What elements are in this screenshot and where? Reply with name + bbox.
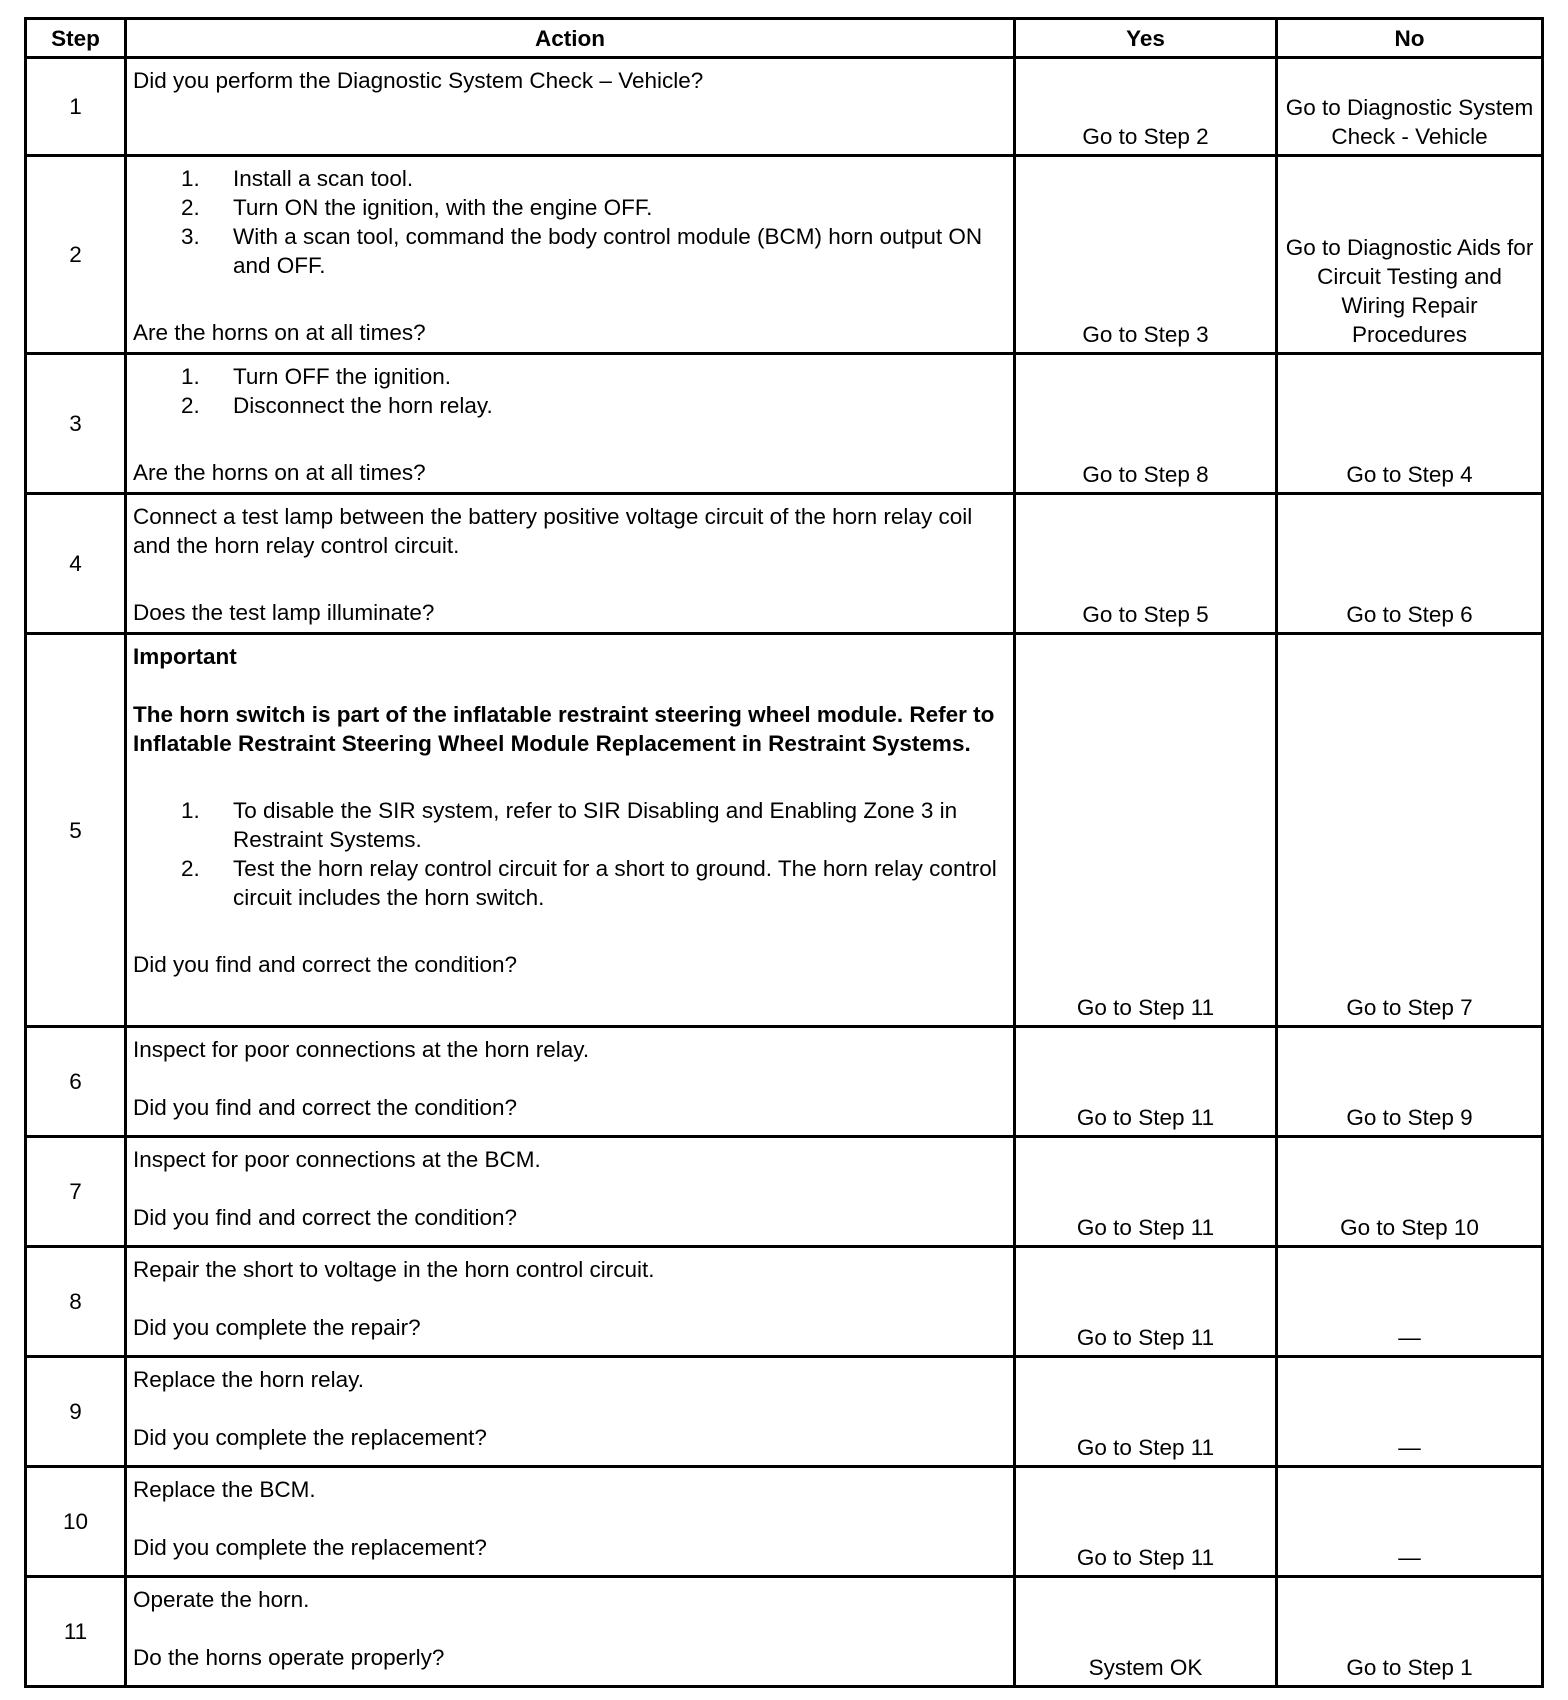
action-cell <box>126 1467 1015 1577</box>
no-result: Go to Step 7 <box>1277 634 1543 1027</box>
header-row <box>26 19 1543 58</box>
table-row <box>26 1137 1543 1247</box>
yes-result: System OK <box>1015 1577 1277 1687</box>
action-question: Did you find and correct the condition? <box>133 1095 517 1120</box>
yes-result: Go to Step 11 <box>1015 1247 1277 1357</box>
yes-result: Go to Step 11 <box>1015 1027 1277 1137</box>
action-question: Are the horns on at all times? <box>133 460 426 485</box>
action-cell <box>126 354 1015 494</box>
list-item: 1. To disable the SIR system, refer to SIR Disabling and Enabling Zone 3 in Restraint Systems. <box>181 798 958 852</box>
no-result: — <box>1277 1467 1543 1577</box>
action-cell <box>126 1357 1015 1467</box>
step-number: 9 <box>26 1357 126 1467</box>
no-result: — <box>1277 1357 1543 1467</box>
list-item: 2. Disconnect the horn relay. <box>181 393 493 418</box>
yes-result: Go to Step 2 <box>1015 58 1277 156</box>
step-number: 11 <box>26 1577 126 1687</box>
step-number: 1 <box>26 58 126 156</box>
action-text: Did you perform the Diagnostic System Check – Vehicle? <box>133 68 704 93</box>
action-text: Operate the horn. <box>133 1587 310 1612</box>
table-row <box>26 1247 1543 1357</box>
action-question: Did you complete the replacement? <box>133 1535 487 1560</box>
table-row <box>26 1467 1543 1577</box>
important-note: The horn switch is part of the inflatable restraint steering wheel module. Refer to Inflatable Restraint Steering Wheel Module Replacement in Restraint Systems. <box>133 702 995 756</box>
action-text: Inspect for poor connections at the BCM. <box>133 1147 541 1172</box>
action-question: Did you find and correct the condition? <box>133 1205 517 1230</box>
action-cell <box>126 1577 1015 1687</box>
action-text: Replace the horn relay. <box>133 1367 364 1392</box>
yes-result: Go to Step 3 <box>1015 156 1277 354</box>
table-row <box>26 1027 1543 1137</box>
yes-result: Go to Step 11 <box>1015 634 1277 1027</box>
no-result: Go to Step 10 <box>1277 1137 1543 1247</box>
action-cell <box>126 634 1015 1027</box>
no-result: Go to Step 6 <box>1277 494 1543 634</box>
action-cell <box>126 1137 1015 1247</box>
table-row <box>26 156 1543 354</box>
header-step: Step <box>26 19 126 58</box>
step-number: 7 <box>26 1137 126 1247</box>
yes-result: Go to Step 11 <box>1015 1137 1277 1247</box>
action-text: Replace the BCM. <box>133 1477 316 1502</box>
step-number: 2 <box>26 156 126 354</box>
step-number: 8 <box>26 1247 126 1357</box>
action-cell <box>126 1027 1015 1137</box>
action-cell <box>126 156 1015 354</box>
no-result: Go to Step 9 <box>1277 1027 1543 1137</box>
table-row <box>26 1357 1543 1467</box>
header-yes: Yes <box>1015 19 1277 58</box>
list-item: 2. Turn ON the ignition, with the engine OFF. <box>181 195 653 220</box>
no-result: — <box>1277 1247 1543 1357</box>
list-item: 1. Install a scan tool. <box>181 166 414 191</box>
table-row <box>26 1577 1543 1687</box>
no-result: Go to Diagnostic Aids for Circuit Testing and Wiring Repair Procedures <box>1277 156 1543 354</box>
header-no: No <box>1277 19 1543 58</box>
step-list <box>133 796 1007 912</box>
list-item: 1. Turn OFF the ignition. <box>181 364 452 389</box>
list-item: 2. Test the horn relay control circuit for a short to ground. The horn relay control circuit includes the horn switch. <box>181 856 997 910</box>
step-list <box>133 164 1007 280</box>
header-action: Action <box>126 19 1015 58</box>
list-item: 3. With a scan tool, command the body control module (BCM) horn output ON and OFF. <box>181 224 983 278</box>
action-cell <box>126 494 1015 634</box>
action-question: Did you complete the repair? <box>133 1315 421 1340</box>
action-question: Do the horns operate properly? <box>133 1645 445 1670</box>
action-cell <box>126 1247 1015 1357</box>
action-text: Repair the short to voltage in the horn control circuit. <box>133 1257 655 1282</box>
step-number: 3 <box>26 354 126 494</box>
table-row <box>26 354 1543 494</box>
step-number: 4 <box>26 494 126 634</box>
action-question: Did you complete the replacement? <box>133 1425 487 1450</box>
step-number: 5 <box>26 634 126 1027</box>
no-result: Go to Step 4 <box>1277 354 1543 494</box>
action-text: Inspect for poor connections at the horn relay. <box>133 1037 590 1062</box>
action-cell <box>126 58 1015 156</box>
action-question: Are the horns on at all times? <box>133 320 426 345</box>
yes-result: Go to Step 5 <box>1015 494 1277 634</box>
table-row <box>26 634 1543 1027</box>
no-result: Go to Step 1 <box>1277 1577 1543 1687</box>
step-number: 6 <box>26 1027 126 1137</box>
table-row <box>26 494 1543 634</box>
diagnostic-table <box>24 17 1544 1688</box>
step-number: 10 <box>26 1467 126 1577</box>
step-list <box>133 362 1007 420</box>
important-title: Important <box>133 644 237 669</box>
no-result: Go to Diagnostic System Check - Vehicle <box>1277 58 1543 156</box>
action-text: Connect a test lamp between the battery positive voltage circuit of the horn relay coil and the horn relay control circuit. <box>133 504 973 558</box>
table-row <box>26 58 1543 156</box>
yes-result: Go to Step 11 <box>1015 1467 1277 1577</box>
action-question: Does the test lamp illuminate? <box>133 600 435 625</box>
yes-result: Go to Step 11 <box>1015 1357 1277 1467</box>
yes-result: Go to Step 8 <box>1015 354 1277 494</box>
action-question: Did you find and correct the condition? <box>133 952 517 977</box>
